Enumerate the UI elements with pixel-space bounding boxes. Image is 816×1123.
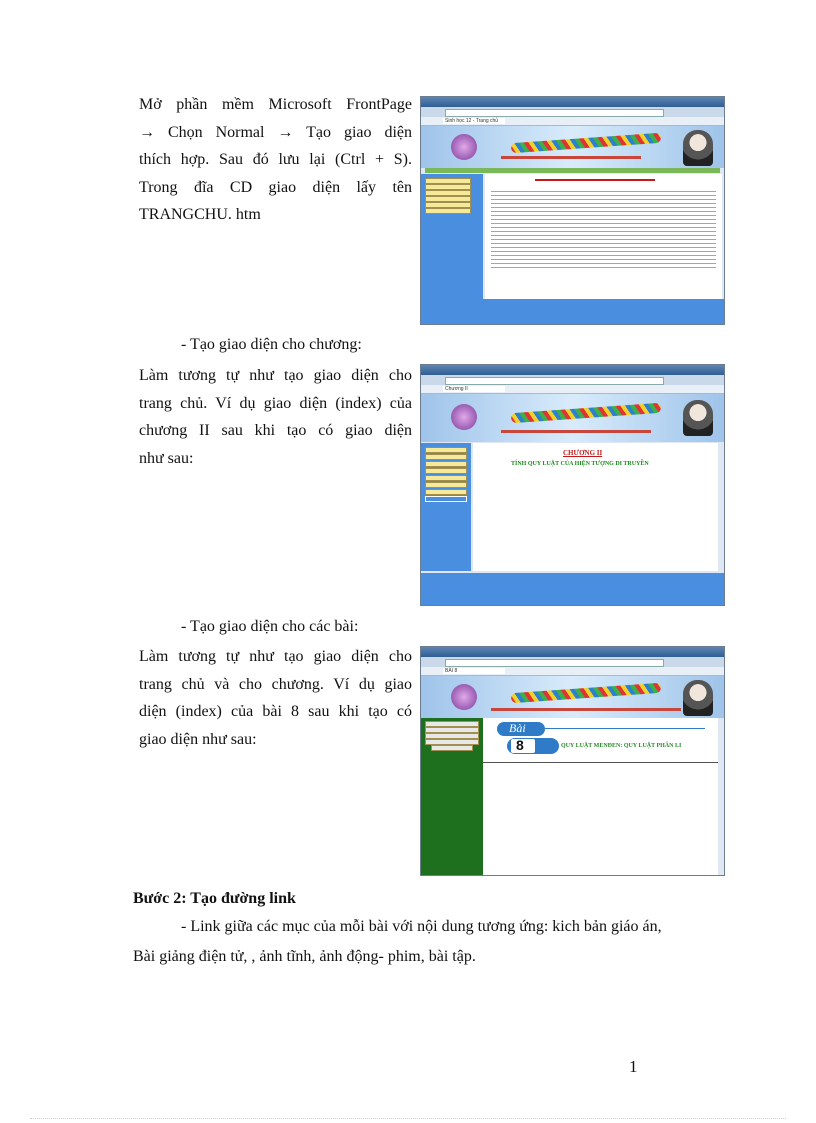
chapter-line-2: trang chủ. Ví dụ giao diện (index) của <box>139 394 412 412</box>
sidebar <box>421 718 483 875</box>
chapter-title: CHƯƠNG II <box>563 449 603 457</box>
chapter-heading: - Tạo giao diện cho chương: <box>181 336 362 353</box>
chapter-subtitle: TÍNH QUY LUẬT CỦA HIỆN TƯỢNG DI TRUYỀN <box>511 461 649 467</box>
browser-tab: Chương II <box>443 386 505 392</box>
portrait-image <box>683 400 713 436</box>
main-content <box>485 174 722 299</box>
bai-label-box <box>497 722 545 736</box>
site-footer <box>421 299 724 324</box>
step2-line-2: Bài giảng điện tử, , ảnh tĩnh, ảnh động- phim, bài tập. <box>133 948 476 965</box>
lesson-heading: - Tạo giao diện cho các bài: <box>181 618 359 635</box>
screenshot-lesson-page <box>420 646 725 876</box>
portrait-image <box>683 130 713 166</box>
site-banner <box>421 676 724 718</box>
lesson-line-1: Làm tương tự như tạo giao diện cho <box>139 648 412 665</box>
browser-tab: Sinh học 12 - Trang chủ <box>443 118 505 124</box>
main-content <box>483 718 718 875</box>
main-content <box>473 443 718 571</box>
intro-line-4: Trong đĩa CD giao diện lấy tên <box>139 178 412 196</box>
lesson-line-3: diện (index) của bài 8 sau khi tạo có <box>139 703 412 720</box>
site-footer <box>421 573 724 605</box>
lesson-title: QUY LUẬT MENĐEN: QUY LUẬT PHÂN LI <box>561 743 682 749</box>
intro-line-2: → Chọn Normal → Tạo giao diện <box>139 123 412 141</box>
dna-image <box>511 683 661 703</box>
sidebar <box>421 174 483 299</box>
lesson-line-2: trang chủ và cho chương. Ví dụ giao <box>139 675 412 693</box>
flower-image <box>451 684 477 710</box>
intro-line-5: TRANGCHU. htm <box>139 206 261 223</box>
chapter-line-1: Làm tương tự như tạo giao diện cho <box>139 367 412 384</box>
intro-paragraph <box>139 91 412 229</box>
bai-number-box <box>507 738 559 754</box>
step2-title: Bước 2: Tạo đường link <box>133 890 296 907</box>
step2-line-1: - Link giữa các mục của mỗi bài với nội dung tương ứng: kich bản giáo án, <box>181 918 662 935</box>
flower-image <box>451 134 477 160</box>
screenshot-chapter-page <box>420 364 725 606</box>
screenshot-home-page <box>420 96 725 325</box>
page-number: 1 <box>629 1057 638 1076</box>
portrait-image <box>683 680 713 716</box>
dna-image <box>511 133 661 153</box>
chapter-line-3: chương II sau khi tạo có giao diện <box>139 422 412 439</box>
bai-label: Bài <box>509 722 526 735</box>
intro-line-3: thích hợp. Sau đó lưu lại (Ctrl + S). <box>139 151 412 168</box>
bai-number: 8 <box>516 737 524 753</box>
footer-divider <box>30 1118 786 1119</box>
flower-image <box>451 404 477 430</box>
lesson-line-4: giao diện như sau: <box>139 730 257 748</box>
chapter-paragraph <box>139 362 412 472</box>
lesson-paragraph <box>139 643 412 753</box>
site-banner <box>421 126 724 168</box>
sidebar <box>421 443 471 571</box>
dna-image <box>511 403 661 423</box>
site-banner <box>421 394 724 442</box>
intro-line-1: Mở phần mềm Microsoft FrontPage <box>139 96 412 113</box>
chapter-line-4: như sau: <box>139 449 194 467</box>
browser-tab: BÀI 8 <box>443 668 505 674</box>
